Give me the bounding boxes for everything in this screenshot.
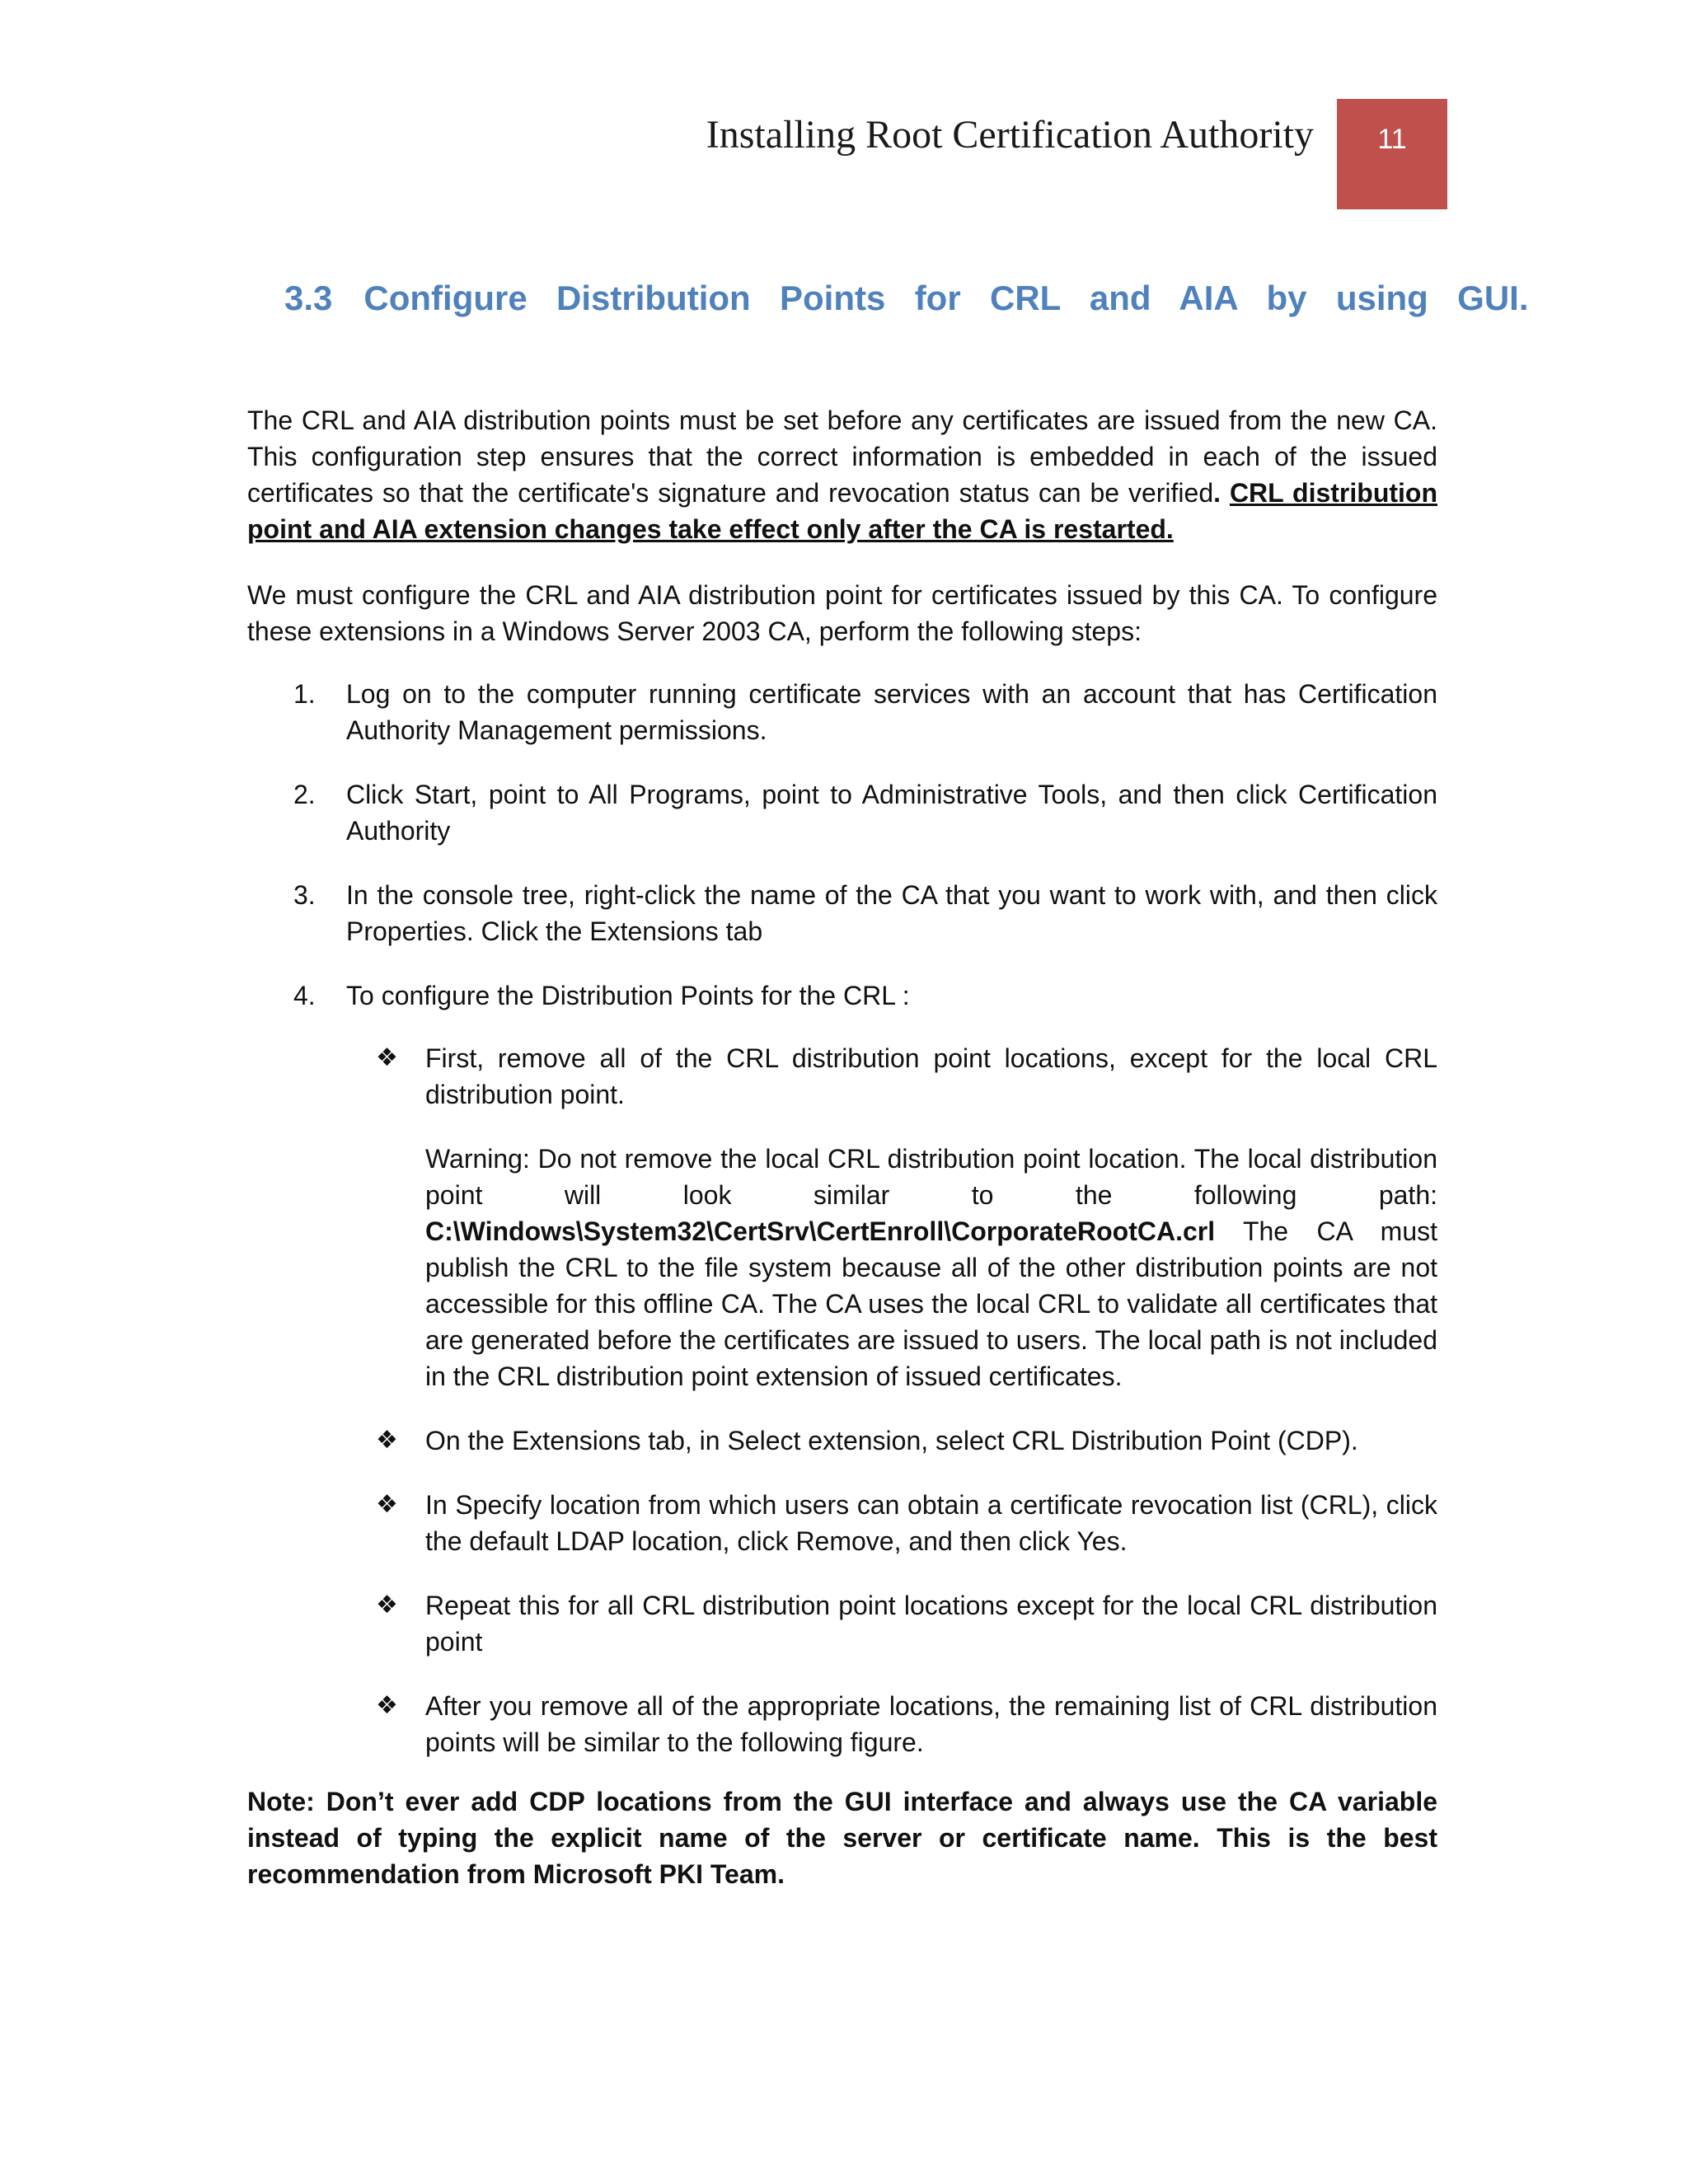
bullet-list xyxy=(376,1040,1437,1788)
note-paragraph: Note: Don’t ever add CDP locations from the GUI interface and always use the CA variable instead of typing the explicit name of the server or certificate name. This is the best recommendation from Microsoft PKI Team. xyxy=(247,1787,1437,1889)
step-item xyxy=(247,977,1437,1014)
page-number: 11 xyxy=(1377,124,1407,155)
step-text: In the console tree, right-click the name of the CA that you want to work with, and then click Properties. Click the Extensions tab xyxy=(346,880,1437,946)
warning-lead: Warning: Do not remove the local CRL distribution point location. The local distribution point will look similar to the following path: xyxy=(425,1144,1437,1210)
diamond-bullet-icon: ❖ xyxy=(376,1427,398,1454)
step-item xyxy=(247,676,1437,748)
section-title: Configure Distribution Points for CRL and AIA by using GUI. xyxy=(363,279,1529,317)
intro-period: . xyxy=(1213,478,1230,508)
diamond-bullet-icon: ❖ xyxy=(376,1692,398,1719)
bullet-item xyxy=(376,1040,1437,1113)
bullet-text: On the Extensions tab, in Select extension, select CRL Distribution Point (CDP). xyxy=(425,1426,1358,1455)
bullet-text: After you remove all of the appropriate locations, the remaining list of CRL distribution points will be similar to the following figure. xyxy=(425,1691,1437,1757)
warning-rest: The CA must publish the CRL to the file system because all of the other distribution points are not accessible for this offline CA. The CA uses the local CRL to validate all certificates that are generated before the certificates are issued to users. The local path is not included in the CRL distribution point extension of issued certificates. xyxy=(425,1216,1437,1391)
section-heading xyxy=(284,279,1529,318)
step-text: Log on to the computer running certificate services with an account that has Certification Authority Management permissions. xyxy=(346,679,1437,745)
bullet-item xyxy=(376,1487,1437,1559)
diamond-bullet-icon: ❖ xyxy=(376,1591,398,1619)
step-number: 3. xyxy=(293,880,316,910)
bullet-text: In Specify location from which users can obtain a certificate revocation list (CRL), click the default LDAP location, click Remove, and then click Yes. xyxy=(425,1490,1437,1556)
step-number: 1. xyxy=(293,679,316,709)
bullet-item xyxy=(376,1422,1437,1459)
section-number: 3.3 xyxy=(284,279,333,317)
warning-paragraph xyxy=(376,1141,1437,1394)
step-text: Click Start, point to All Programs, point to Administrative Tools, and then click Certification Authority xyxy=(346,780,1437,846)
warning-path: C:\Windows\System32\CertSrv\CertEnroll\CorporateRootCA.crl xyxy=(425,1216,1216,1246)
intro-text: The CRL and AIA distribution points must be set before any certificates are issued from the new CA. This configuration step ensures that the correct information is embedded in each of the issued certificates so that the certificate's signature and revocation status can be verified xyxy=(247,405,1437,508)
intro-paragraph-block xyxy=(247,402,1437,547)
step-item xyxy=(247,877,1437,949)
diamond-bullet-icon: ❖ xyxy=(376,1491,398,1518)
intro2-paragraph-block xyxy=(247,577,1437,649)
intro2-paragraph: We must configure the CRL and AIA distribution point for certificates issued by this CA. To configure these extensions in a Windows Server 2003 CA, perform the following steps: xyxy=(247,580,1437,646)
page-number-badge xyxy=(1337,99,1447,209)
bullet-text: First, remove all of the CRL distribution point locations, except for the local CRL distribution point. xyxy=(425,1043,1437,1109)
bullet-item xyxy=(376,1587,1437,1660)
bullet-text: Repeat this for all CRL distribution point locations except for the local CRL distribution point xyxy=(425,1591,1437,1657)
steps-list xyxy=(247,676,1437,1042)
bullet-item xyxy=(376,1688,1437,1760)
intro-paragraph xyxy=(247,402,1437,547)
step-item xyxy=(247,776,1437,849)
step-text: To configure the Distribution Points for the CRL : xyxy=(346,981,910,1010)
step-number: 2. xyxy=(293,780,316,809)
intro-emphasis: CRL distribution point and AIA extension changes take effect only after the CA is restarted. xyxy=(247,478,1438,544)
diamond-bullet-icon: ❖ xyxy=(376,1044,398,1071)
running-header-title: Installing Root Certification Authority xyxy=(706,113,1314,157)
step-number: 4. xyxy=(293,981,316,1010)
